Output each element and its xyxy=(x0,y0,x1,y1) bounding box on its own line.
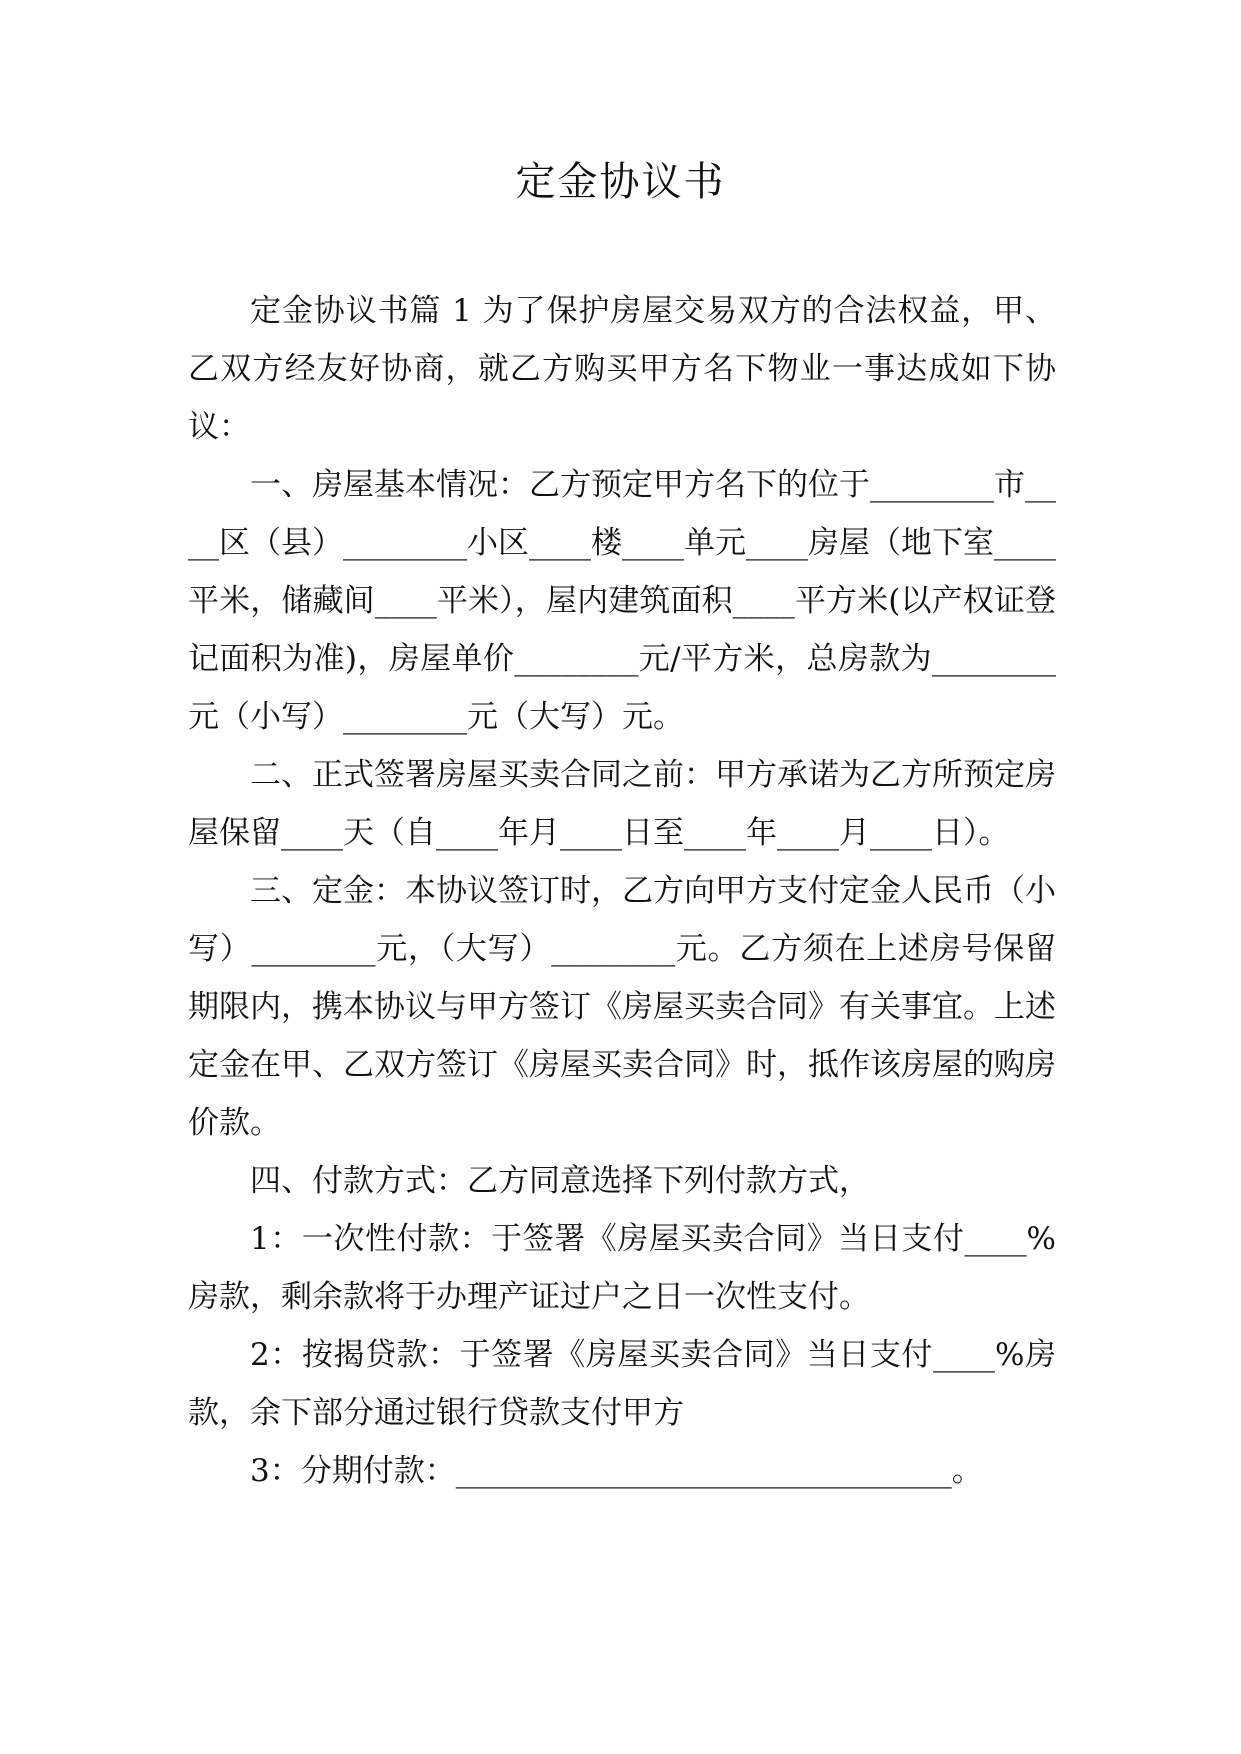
paragraph-house-info: 一、房屋基本情况：乙方预定甲方名下的位于________市____区（县）________小区____楼____单元____房屋（地下室____平米，储藏间____平米），屋内建筑面积____平方米(以产权证登记面积为准)，房屋单价________元/平方米，总房款为________元（小写）________元（大写）元。 xyxy=(188,467,1056,735)
paragraph-payment-method: 四、付款方式：乙方同意选择下列付款方式， xyxy=(250,1163,870,1199)
paragraph-reservation: 二、正式签署房屋买卖合同之前：甲方承诺为乙方所预定房屋保留____天（自____年月____日至____年____月____日）。 xyxy=(188,757,1056,851)
paragraph-deposit: 三、定金：本协议签订时，乙方向甲方支付定金人民币（小写）________元，（大写）________元。乙方须在上述房号保留期限内，携本协议与甲方签订《房屋买卖合同》有关事宜。上述定金在甲、乙双方签订《房屋买卖合同》时，抵作该房屋的购房价款。 xyxy=(188,873,1056,1141)
paragraph-payment-option-1: 1：一次性付款：于签署《房屋买卖合同》当日支付____%房款，剩余款将于办理产证过户之日一次性支付。 xyxy=(188,1221,1056,1315)
paragraph-intro: 定金协议书篇 1 为了保护房屋交易双方的合法权益，甲、乙双方经友好协商，就乙方购买甲方名下物业一事达成如下协议： xyxy=(188,293,1056,445)
document-title: 定金协议书 xyxy=(515,159,726,205)
paragraph-payment-option-2: 2：按揭贷款：于签署《房屋买卖合同》当日支付____%房款，余下部分通过银行贷款支付甲方 xyxy=(188,1337,1056,1431)
paragraph-payment-option-3: 3：分期付款：________________________________。 xyxy=(250,1453,983,1489)
document-body xyxy=(188,282,1056,1500)
